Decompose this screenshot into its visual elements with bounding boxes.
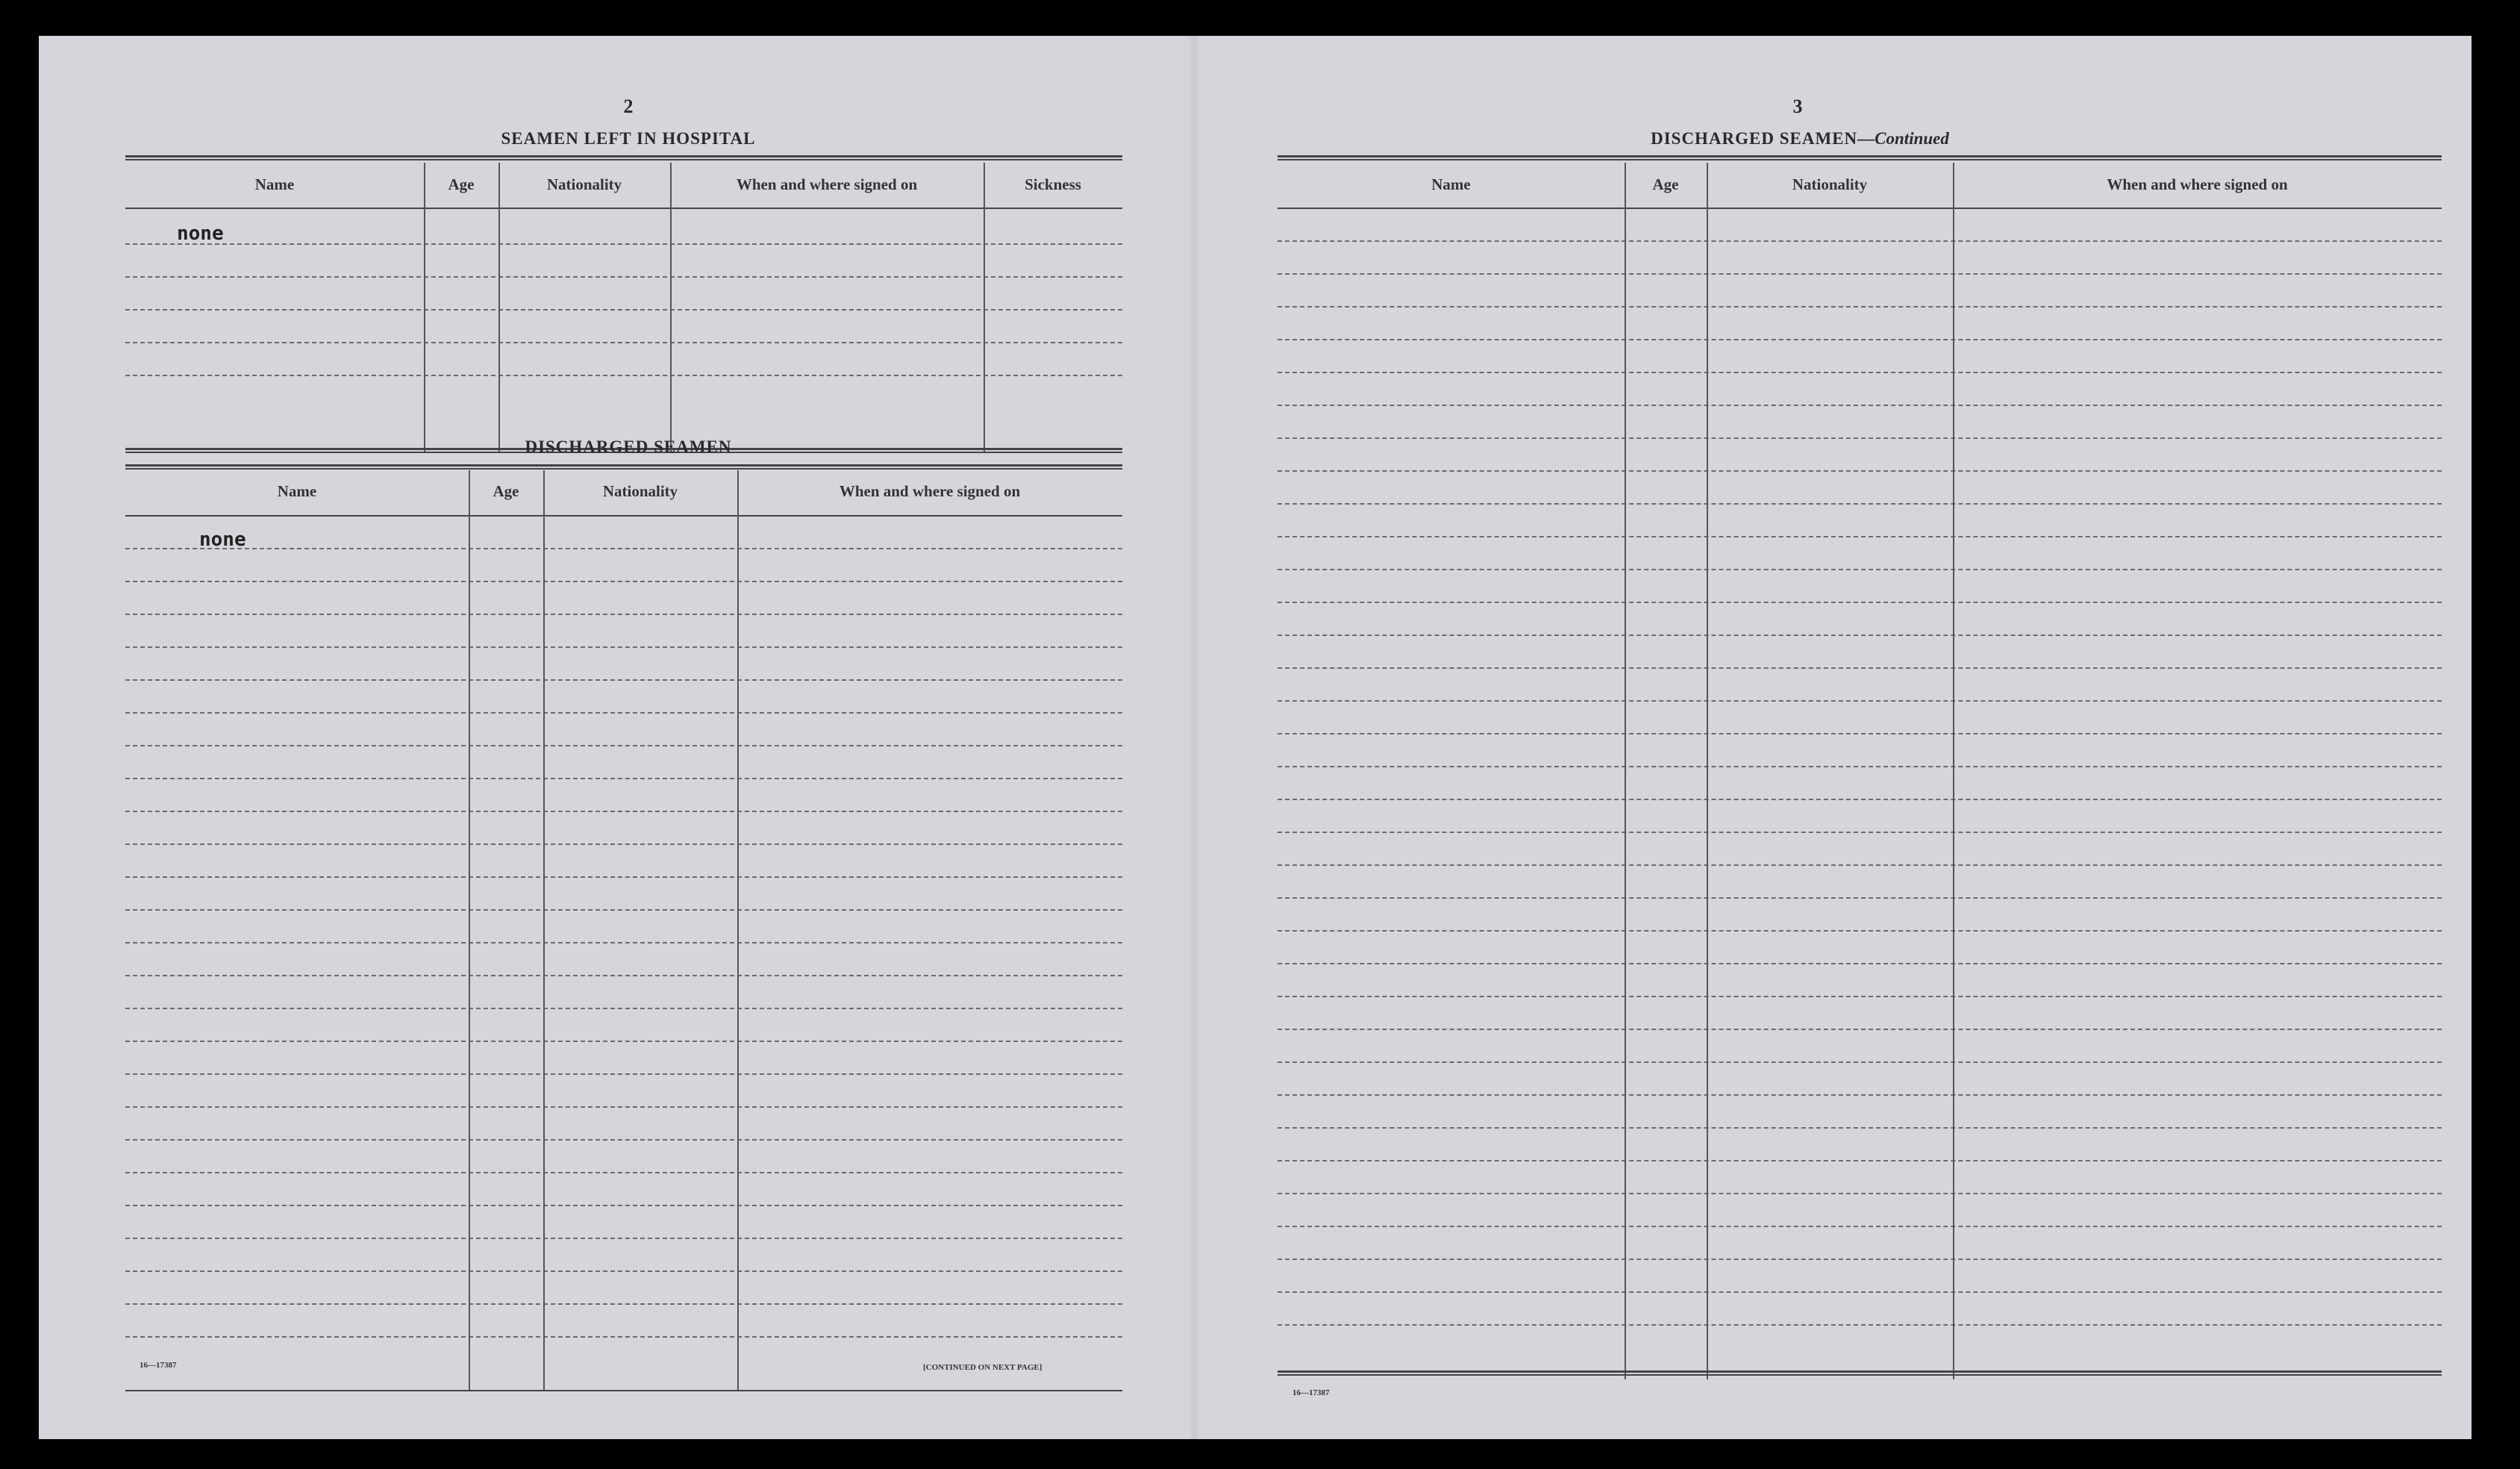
table-row <box>125 1238 1122 1239</box>
table-row <box>125 309 1122 311</box>
table-row <box>1278 437 2442 439</box>
hospital-col-divider <box>424 163 425 452</box>
table-row <box>125 646 1122 648</box>
right-col-nationality: Nationality <box>1792 175 1868 193</box>
table-row <box>1278 733 2442 734</box>
table-row <box>1278 273 2442 275</box>
table-row <box>1278 1193 2442 1194</box>
table-row <box>1278 963 2442 964</box>
table-row <box>1278 832 2442 833</box>
table-row <box>1278 240 2442 242</box>
hospital-entry-none: none <box>177 222 224 245</box>
right-section-title <box>1501 129 2098 149</box>
hospital-top-rule <box>125 155 1122 160</box>
right-page-number: 3 <box>1792 96 1803 117</box>
table-row <box>125 548 1122 549</box>
hospital-col-sickness: Sickness <box>1025 175 1081 193</box>
discharged-col-divider <box>737 470 739 1390</box>
table-row <box>125 276 1122 278</box>
table-row <box>1278 996 2442 997</box>
hospital-section-title: SEAMEN LEFT IN HOSPITAL <box>501 129 756 148</box>
table-row <box>1278 1259 2442 1260</box>
right-col-age: Age <box>1652 175 1679 193</box>
discharged-col-signed-on: When and where signed on <box>839 482 1021 500</box>
hospital-col-age: Age <box>448 175 475 193</box>
page-fold <box>1188 36 1201 1439</box>
table-row <box>1278 536 2442 537</box>
document-sheet <box>39 36 2471 1439</box>
table-row <box>125 778 1122 779</box>
right-col-divider <box>1625 163 1626 1379</box>
right-bottom-rule <box>1278 1370 2442 1376</box>
table-row <box>125 1106 1122 1108</box>
table-row <box>1278 799 2442 800</box>
hospital-col-divider <box>984 163 985 452</box>
table-row <box>125 1008 1122 1009</box>
discharged-col-age: Age <box>493 482 519 500</box>
table-row <box>1278 1061 2442 1063</box>
right-top-rule <box>1278 155 2442 160</box>
discharged-entry-none: none <box>199 528 246 551</box>
discharged-top-rule <box>125 464 1122 470</box>
table-row <box>1278 1127 2442 1129</box>
table-row <box>125 1205 1122 1206</box>
table-row <box>1278 1094 2442 1096</box>
discharged-col-name: Name <box>277 482 317 500</box>
table-row <box>125 745 1122 746</box>
right-col-divider <box>1953 163 1954 1379</box>
table-row <box>1278 864 2442 866</box>
table-row <box>125 679 1122 681</box>
hospital-col-divider <box>670 163 672 452</box>
table-row <box>1278 930 2442 932</box>
table-row <box>1278 503 2442 505</box>
table-row <box>1278 1226 2442 1227</box>
right-col-divider <box>1707 163 1708 1379</box>
discharged-col-divider <box>543 470 545 1390</box>
table-row <box>1278 1324 2442 1326</box>
discharged-section-title: DISCHARGED SEAMEN <box>525 437 732 456</box>
continued-note: [CONTINUED ON NEXT PAGE] <box>923 1363 1042 1372</box>
table-row <box>1278 372 2442 373</box>
table-row <box>125 1172 1122 1173</box>
table-row <box>1278 634 2442 636</box>
table-row <box>1278 700 2442 702</box>
right-col-name: Name <box>1431 175 1471 193</box>
table-row <box>1278 766 2442 767</box>
table-row <box>125 942 1122 944</box>
table-row <box>125 811 1122 812</box>
discharged-col-divider <box>469 470 470 1390</box>
hospital-rows <box>125 208 1122 402</box>
left-page-number: 2 <box>623 96 634 117</box>
table-row <box>125 1073 1122 1075</box>
hospital-col-nationality: Nationality <box>546 175 622 193</box>
right-title-main: DISCHARGED SEAMEN <box>1651 129 1858 148</box>
table-row <box>125 614 1122 615</box>
table-row <box>125 342 1122 343</box>
table-row <box>1278 306 2442 308</box>
table-row <box>125 1139 1122 1141</box>
table-row <box>125 1270 1122 1272</box>
hospital-col-divider <box>498 163 500 452</box>
table-row <box>1278 405 2442 406</box>
table-row <box>1278 1029 2442 1030</box>
table-row <box>1278 602 2442 603</box>
left-form-number: 16—17387 <box>140 1361 177 1370</box>
table-row <box>125 876 1122 878</box>
table-row <box>125 1041 1122 1042</box>
table-row <box>125 1303 1122 1305</box>
right-rows <box>1278 208 2442 1387</box>
table-row <box>125 975 1122 976</box>
table-row <box>1278 1291 2442 1293</box>
hospital-col-signed-on: When and where signed on <box>736 175 918 193</box>
table-row <box>1278 470 2442 472</box>
table-row <box>1278 1160 2442 1161</box>
table-row <box>125 843 1122 845</box>
discharged-rows <box>125 515 1122 1388</box>
discharged-col-nationality: Nationality <box>602 482 678 500</box>
table-row <box>125 581 1122 582</box>
right-col-signed-on: When and where signed on <box>2107 175 2288 193</box>
table-row <box>1278 667 2442 669</box>
table-row <box>125 1336 1122 1338</box>
table-row <box>125 375 1122 376</box>
table-row <box>1278 897 2442 899</box>
hospital-col-name: Name <box>254 175 295 193</box>
table-row <box>125 712 1122 714</box>
right-title-continued: —Continued <box>1857 129 1949 148</box>
right-form-number: 16—17387 <box>1292 1388 1330 1397</box>
table-row <box>1278 569 2442 570</box>
table-row <box>125 243 1122 245</box>
table-row <box>1278 339 2442 340</box>
discharged-bottom-rule <box>125 1390 1122 1391</box>
table-row <box>125 909 1122 911</box>
